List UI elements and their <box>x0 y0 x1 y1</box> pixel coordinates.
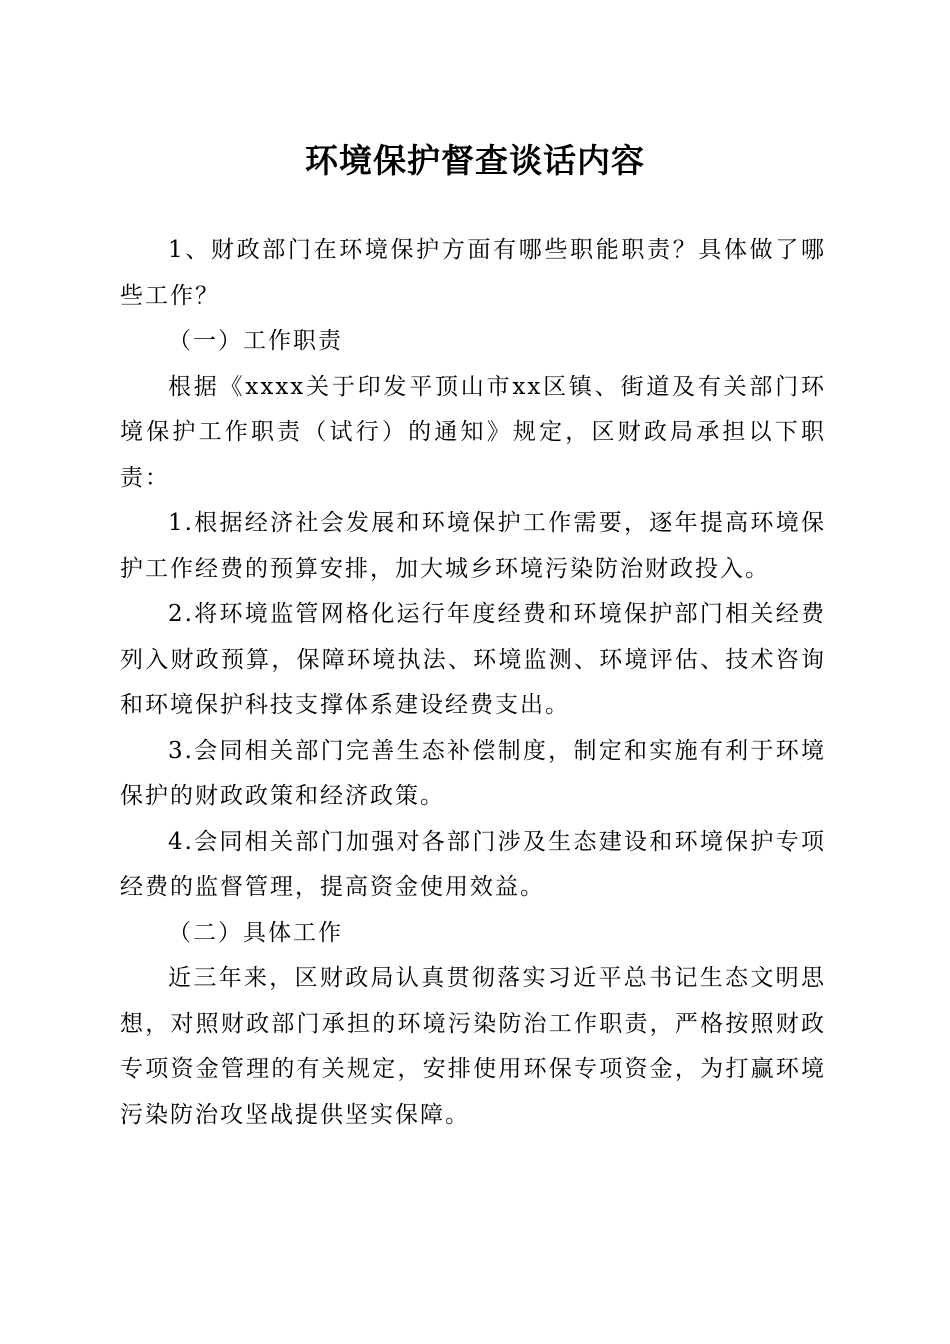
document-body <box>120 228 826 1138</box>
duty-item-3: 3.会同相关部门完善生态补偿制度，制定和实施有利于环境保护的财政政策和经济政策。 <box>120 737 826 809</box>
duty-item-4: 4.会同相关部门加强对各部门涉及生态建设和环境保护专项经费的监督管理，提高资金使用效益。 <box>120 828 826 900</box>
section-heading-duties: （一）工作职责 <box>168 328 343 354</box>
document-title: 环境保护督查谈话内容 <box>305 141 645 180</box>
duty-item-1: 1.根据经济社会发展和环境保护工作需要，逐年提高环境保护工作经费的预算安排，加大城乡环境污染防治财政投入。 <box>120 510 826 582</box>
section-heading-work: （二）具体工作 <box>168 919 343 946</box>
work-paragraph: 近三年来，区财政局认真贯彻落实习近平总书记生态文明思想，对照财政部门承担的环境污染防治工作职责，严格按照财政专项资金管理的有关规定，安排使用环保专项资金，为打赢环境污染防治攻坚战提供坚实保障。 <box>120 965 826 1128</box>
intro-paragraph: 根据《xxxx关于印发平顶山市xx区镇、街道及有关部门环境保护工作职责（试行）的通知》规定，区财政局承担以下职责： <box>120 373 826 491</box>
duty-item-2: 2.将环境监管网格化运行年度经费和环境保护部门相关经费列入财政预算，保障环境执法、环境监测、环境评估、技术咨询和环境保护科技支撑体系建设经费支出。 <box>120 601 826 718</box>
question-paragraph: 1、财政部门在环境保护方面有哪些职能职责？具体做了哪些工作？ <box>120 237 826 309</box>
